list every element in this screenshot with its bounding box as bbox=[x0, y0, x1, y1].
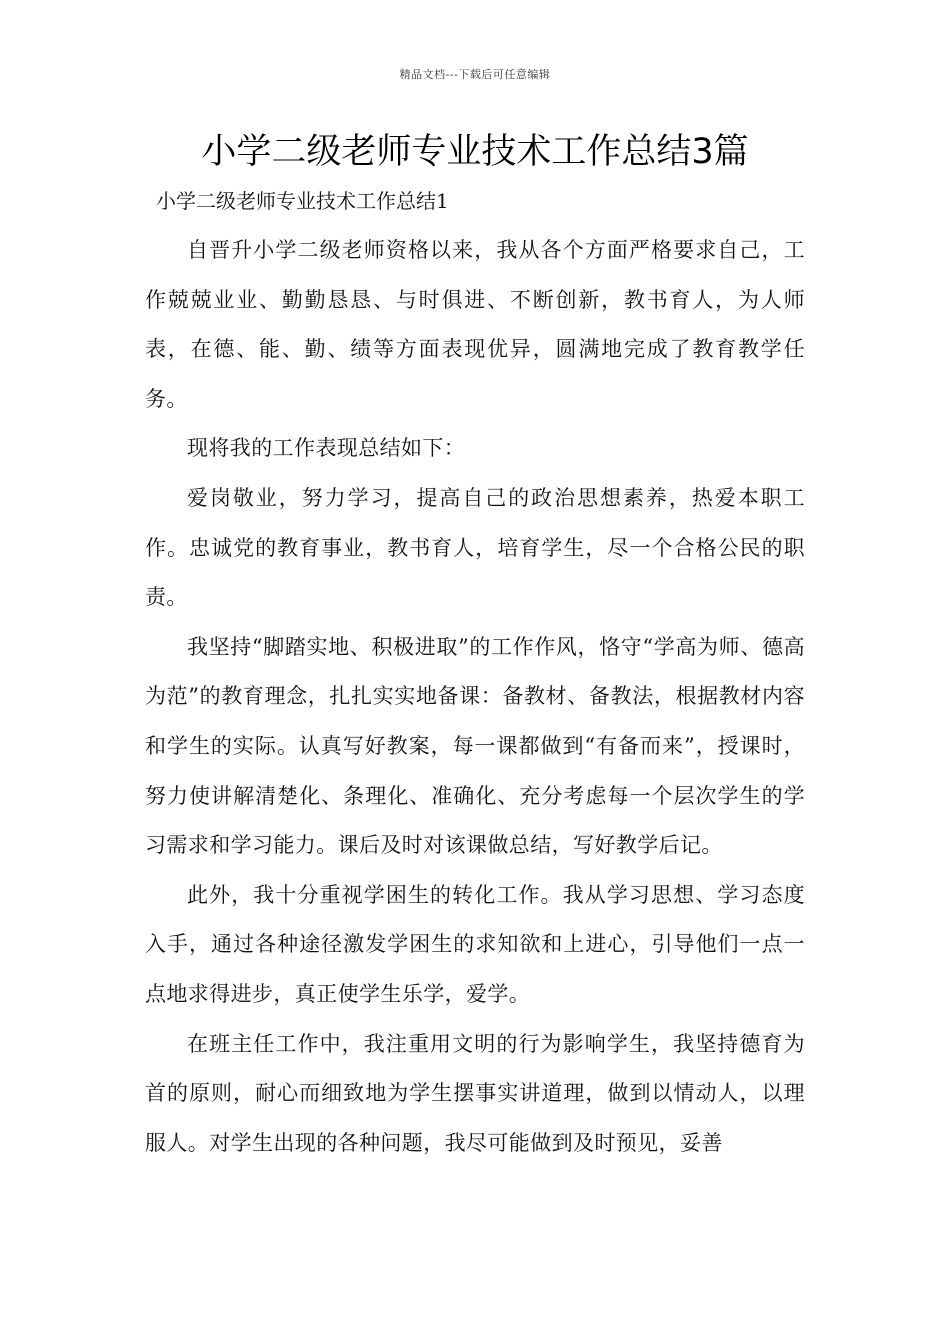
paragraph-2: 现将我的工作表现总结如下： bbox=[187, 436, 466, 461]
header-note: 精品文档---下载后可任意编辑 bbox=[399, 68, 551, 81]
paragraph-3: 爱岗敬业，努力学习，提高自己的政治思想素养，热爱本职工作。忠诚党的教育事业，教书育人，培育学生，尽一个合格公民的职责。 bbox=[145, 485, 805, 610]
paragraph-1: 自晋升小学二级老师资格以来，我从各个方面严格要求自己，工作兢兢业业、勤勤恳恳、与时俱进、不断创新，教书育人，为人师表，在德、能、勤、绩等方面表现优异，圆满地完成了教育教学任务。 bbox=[145, 238, 805, 411]
document-body bbox=[145, 226, 805, 1168]
paragraph-6: 在班主任工作中，我注重用文明的行为影响学生，我坚持德育为首的原则，耐心而细致地为学生摆事实讲道理，做到以情动人，以理服人。对学生出现的各种问题，我尽可能做到及时预见，妥善 bbox=[145, 1031, 805, 1155]
document-title: 小学二级老师专业技术工作总结3篇 bbox=[201, 132, 749, 172]
paragraph-5: 此外，我十分重视学困生的转化工作。我从学习思想、学习态度入手，通过各种途径激发学困生的求知欲和上进心，引导他们一点一点地求得进步，真正使学生乐学，爱学。 bbox=[145, 882, 805, 1006]
section-subtitle: 小学二级老师专业技术工作总结1 bbox=[156, 189, 449, 213]
paragraph-4: 我坚持“脚踏实地、积极进取”的工作作风，恪守“学高为师、德高为范”的教育理念，扎扎实实地备课：备教材、备教法，根据教材内容和学生的实际。认真写好教案，每一课都做到“有备而来”，授课时，努力使讲解清楚化、条理化、准确化、充分考虑每一个层次学生的学习需求和学习能力。课后及时对该课做总结，写好教学后记。 bbox=[145, 634, 805, 858]
